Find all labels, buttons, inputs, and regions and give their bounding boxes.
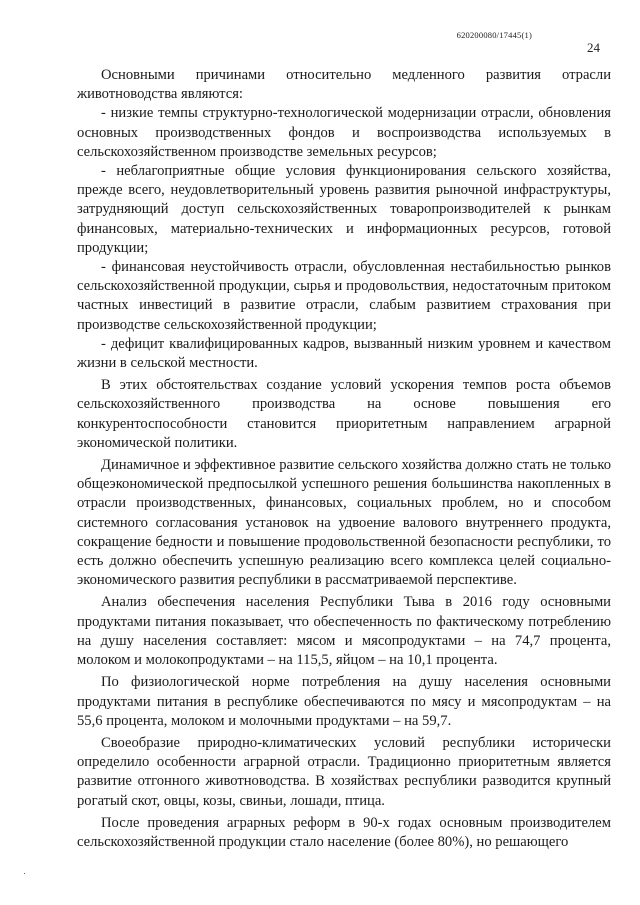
document-id: 620200080/17445(1): [456, 30, 532, 40]
scan-speck: [24, 873, 25, 874]
page-number: 24: [587, 40, 600, 55]
paragraph-climate: Своеобразие природно-климатических условий республики исторически определило особенности аграрной отрасли. Традиционно приоритетным является развитие отгонного животноводства. В хозяйствах республики разводится крупный рогатый скот, овцы, козы, свиньи, лошади, птица.: [77, 734, 611, 809]
paragraph-reforms: После проведения аграрных реформ в 90-х годах основным производителем сельскохозяйственной продукции стало население (более 80%), но решающего: [77, 814, 611, 850]
document-body: [77, 66, 611, 852]
paragraph-norm: По физиологической норме потребления на душу населения основными продуктами питания в республике обеспечиваются по мясу и мясопродуктам – на 55,6 процента, молоком и молочными продуктами – на 59,7.: [77, 674, 611, 729]
list-item-conditions: - неблагоприятные общие условия функционирования сельского хозяйства, прежде всего, неудовлетворительный уровень развития рыночной инфраструктуры, затрудняющий доступ сельскохозяйственных товаропроизводителей к рынкам финансовых, материально-технических и информационных ресурсов, готовой продукции;: [77, 163, 611, 256]
paragraph-analysis: Анализ обеспечения населения Республики Тыва в 2016 году основными продуктами питания показывает, что обеспеченность по фактическому потреблению на душу населения составляет: мясом и мясопродуктами – на 74,7 процента, молоком и молокопродуктами – на 115,5, яйцом – на 10,1 процента.: [77, 594, 611, 669]
list-item-personnel: - дефицит квалифицированных кадров, вызванный низким уровнем и качеством жизни в сельской местности.: [77, 335, 611, 372]
list-item-modernization: - низкие темпы структурно-технологической модернизации отрасли, обновления основных производственных фондов и воспроизводства используемых в сельскохозяйственном производстве земельных ресурсов;: [77, 105, 611, 160]
list-item-financial: - финансовая неустойчивость отрасли, обусловленная нестабильностью рынков сельскохозяйственной продукции, сырья и продовольствия, недостаточным притоком частных инвестиций в развитие отрасли, слабым развитием страхования при производстве сельскохозяйственной продукции;: [77, 259, 611, 333]
paragraph-circumstances: В этих обстоятельствах создание условий ускорения темпов роста объемов сельскохозяйственного производства на основе повышения его конкурентоспособности становится приоритетным направлением аграрной экономической политики.: [77, 377, 611, 451]
paragraph-intro: Основными причинами относительно медленного развития отрасли животноводства являются:: [77, 67, 611, 103]
paragraph-development: Динамичное и эффективное развитие сельского хозяйства должно стать не только общеэкономической предпосылкой успешного решения большинства накопленных в отрасли производственных, финансовых, социальных проблем, но и способом системного согласования установок на удвоение валового внутреннего продукта, сокращение бедности и повышение продовольственной безопасности республики, то есть должно обеспечить успешную реализацию всего комплекса целей социально-экономического развития республики в рассматриваемой перспективе.: [77, 457, 611, 589]
